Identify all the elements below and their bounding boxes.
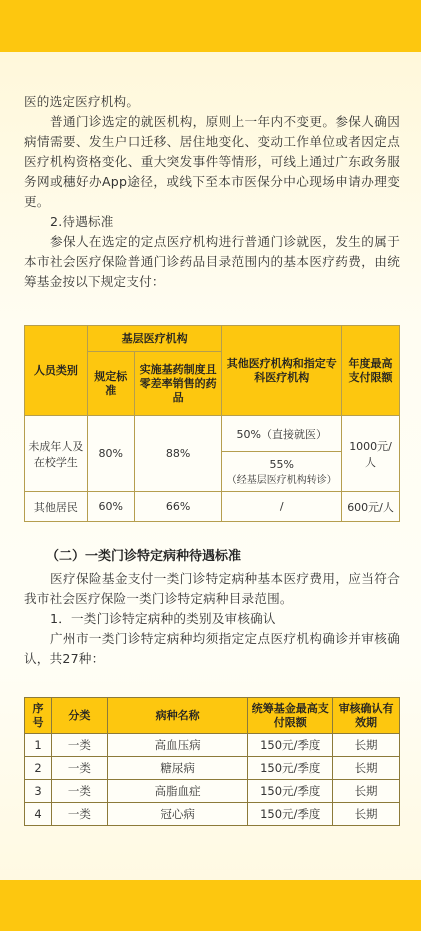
header-basic-institutions: 基层医疗机构 [87, 326, 222, 352]
section-title: （二）一类门诊特定病种待遇标准 [46, 549, 242, 564]
cell-validity: 长期 [333, 780, 400, 803]
referral-note: （经基层医疗机构转诊） [226, 474, 337, 486]
cell-disease: 糖尿病 [107, 757, 248, 780]
cell-number: 3 [25, 780, 52, 803]
paragraph-continuation: 医的选定医疗机构。 [24, 94, 140, 109]
cell-other: / [222, 492, 342, 522]
cell-payment: 150元/季度 [248, 734, 333, 757]
paragraph-benefit-intro: 参保人在选定的定点医疗机构进行普通门诊就医，发生的属于本市社会医疗保险普通门诊药品目录范围内的基本医疗药费，由统筹基金按以下规定支付： [24, 234, 400, 289]
cell-validity: 长期 [333, 757, 400, 780]
header-class: 分类 [51, 698, 107, 734]
cell-other-referral [222, 452, 342, 492]
text-block-1 [24, 92, 400, 292]
cell-number: 1 [25, 734, 52, 757]
cell-other-direct: 50%（直接就医） [222, 416, 342, 452]
cell-payment: 150元/季度 [248, 803, 333, 826]
cell-payment: 150元/季度 [248, 780, 333, 803]
cell-class: 一类 [51, 780, 107, 803]
header-category: 人员类别 [25, 326, 88, 416]
cell-category: 其他居民 [25, 492, 88, 522]
referral-percent: 55% [269, 457, 294, 471]
cell-standard: 60% [87, 492, 134, 522]
cell-limit: 600元/人 [342, 492, 400, 522]
header-standard: 规定标准 [87, 352, 134, 416]
paragraph-change-rules: 普通门诊选定的就医机构，原则上一年内不变更。参保人确因病情需要、发生户口迁移、居住地变化、变动工作单位或者因定点医疗机构资格变化、重大突发事件等情形，可线上通过广东政务服务网或穗好办App途径，或线下至本市医保分中心现场申请办理变更。 [24, 114, 400, 209]
bottom-banner [0, 880, 421, 931]
disease-table [24, 697, 400, 826]
header-annual-limit: 年度最高支付限额 [342, 326, 400, 416]
table-row [25, 780, 400, 803]
text-block-2 [24, 569, 400, 669]
cell-standard: 80% [87, 416, 134, 492]
cell-class: 一类 [51, 803, 107, 826]
cell-essential: 88% [134, 416, 222, 492]
cell-class: 一类 [51, 757, 107, 780]
header-validity: 审核确认有效期 [333, 698, 400, 734]
cell-category: 未成年人及在校学生 [25, 416, 88, 492]
cell-essential: 66% [134, 492, 222, 522]
paragraph-diseases-intro: 广州市一类门诊特定病种均须指定定点医疗机构确诊并审核确认，共27种： [24, 631, 400, 666]
header-disease-name: 病种名称 [107, 698, 248, 734]
table-row [25, 803, 400, 826]
header-number: 序号 [25, 698, 52, 734]
header-essential-drugs: 实施基药制度且零差率销售的药品 [134, 352, 222, 416]
cell-payment: 150元/季度 [248, 757, 333, 780]
table-row [25, 734, 400, 757]
cell-validity: 长期 [333, 803, 400, 826]
cell-number: 4 [25, 803, 52, 826]
outpatient-benefit-table [24, 325, 400, 522]
cell-disease: 高血压病 [107, 734, 248, 757]
cell-limit: 1000元/人 [342, 416, 400, 492]
paragraph-fund-scope: 医疗保险基金支付一类门诊特定病种基本医疗费用，应当符合我市社会医疗保险一类门诊特定病种目录范围。 [24, 571, 400, 606]
cell-disease: 高脂血症 [107, 780, 248, 803]
cell-disease: 冠心病 [107, 803, 248, 826]
subheading-benefit-standard: 2.待遇标准 [50, 214, 114, 229]
subheading-category: 1．一类门诊特定病种的类别及审核确认 [50, 611, 276, 626]
header-max-payment: 统筹基金最高支付限额 [248, 698, 333, 734]
cell-number: 2 [25, 757, 52, 780]
cell-validity: 长期 [333, 734, 400, 757]
top-banner [0, 0, 421, 52]
table-row [25, 757, 400, 780]
cell-class: 一类 [51, 734, 107, 757]
header-other-institutions: 其他医疗机构和指定专科医疗机构 [222, 326, 342, 416]
